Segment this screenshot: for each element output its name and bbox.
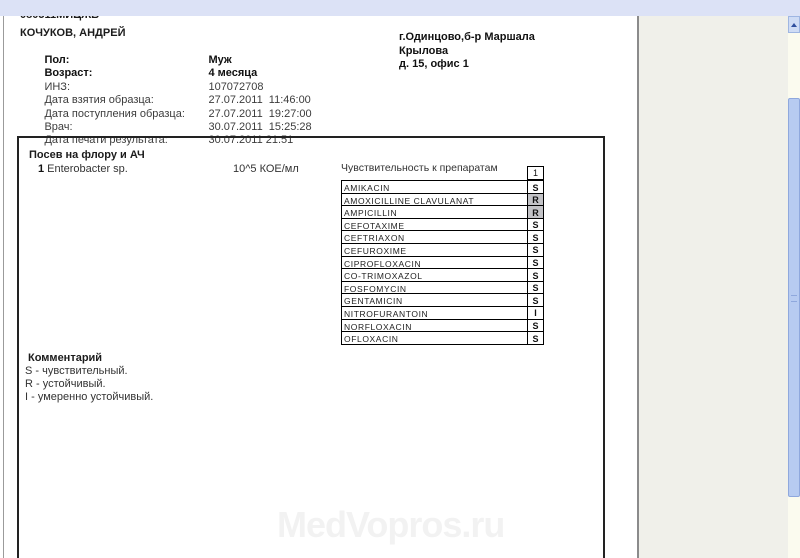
organism-index: 1 xyxy=(38,163,45,175)
table-row xyxy=(341,205,544,219)
field-label: Врач: xyxy=(44,120,73,133)
antibiotic-result-cell: S xyxy=(527,230,544,244)
field-label: Пол: xyxy=(44,54,70,66)
antibiotic-name-cell: GENTAMICIN xyxy=(341,293,528,307)
sensitivity-label: Чувствительность к препаратам xyxy=(341,162,498,174)
table-row xyxy=(341,281,544,295)
antibiotic-name-cell: NORFLOXACIN xyxy=(341,319,528,333)
frame-divider xyxy=(637,16,639,558)
antibiotic-name-cell: OFLOXACIN xyxy=(341,331,528,345)
antibiotic-name-cell: NITROFURANTOIN xyxy=(341,306,528,320)
table-row xyxy=(341,306,544,320)
sensitivity-column-header: 1 xyxy=(527,166,544,180)
antibiotic-name-cell: AMPICILLIN xyxy=(341,205,528,219)
field-value: 4 месяца xyxy=(208,67,258,80)
field-value: 27.07.2011 19:27:00 xyxy=(208,107,312,120)
clinic-address-line: д. 15, офис 1 xyxy=(399,58,469,70)
chevron-up-icon xyxy=(791,23,797,27)
antibiotic-result-cell: I xyxy=(527,306,544,320)
vertical-scrollbar[interactable] xyxy=(788,16,800,558)
field-label: Дата взятия образца: xyxy=(44,94,154,107)
table-row xyxy=(341,319,544,333)
field-label: ИНЗ: xyxy=(44,80,71,93)
page-left-border xyxy=(3,16,4,558)
table-row xyxy=(341,268,544,282)
table-row xyxy=(341,331,544,345)
antibiotic-result-cell: S xyxy=(527,218,544,232)
field-label: Возраст: xyxy=(44,67,93,80)
antibiotic-result-cell: S xyxy=(527,281,544,295)
antibiotic-name-cell: AMIKACIN xyxy=(341,180,528,194)
antibiotic-result-cell: S xyxy=(527,293,544,307)
outer-background xyxy=(639,16,788,558)
clinic-address-line: Крылова xyxy=(399,44,449,57)
organism-row xyxy=(38,163,128,175)
table-row xyxy=(341,218,544,232)
top-strip xyxy=(0,0,800,16)
comment-line: S - чувствительный. xyxy=(25,365,128,377)
antibiotic-result-cell: R xyxy=(527,205,544,219)
field-value: Муж xyxy=(208,54,232,66)
antibiotic-name-cell: CEFOTAXIME xyxy=(341,218,528,232)
table-row xyxy=(341,256,544,270)
comment-title: Комментарий xyxy=(28,352,103,364)
table-row xyxy=(341,293,544,307)
comment-line: I - умеренно устойчивый. xyxy=(25,391,154,404)
antibiotic-result-cell: S xyxy=(527,180,544,194)
comment-line: R - устойчивый. xyxy=(25,378,106,391)
scrollbar-up-button[interactable] xyxy=(788,16,800,33)
scrollbar-grip-icon xyxy=(791,295,797,302)
scrollbar-thumb[interactable] xyxy=(788,98,800,497)
table-row xyxy=(341,243,544,257)
antibiotic-result-cell: S xyxy=(527,319,544,333)
patient-name: КОЧУКОВ, АНДРЕЙ xyxy=(20,27,126,39)
antibiotic-name-cell: FOSFOMYCIN xyxy=(341,281,528,295)
watermark: MedVopros.ru xyxy=(277,504,505,545)
antibiotic-name-cell: CEFUROXIME xyxy=(341,243,528,257)
field-value: 107072708 xyxy=(208,80,264,93)
antibiotic-result-cell: S xyxy=(527,268,544,282)
antibiotic-result-cell: S xyxy=(527,256,544,270)
field-value: 30.07.2011 21.51 xyxy=(208,134,294,147)
concentration-value: 10^5 КОЕ/мл xyxy=(233,163,299,175)
table-row xyxy=(341,180,544,194)
field-label: Дата поступления образца: xyxy=(44,107,185,120)
patient-fields xyxy=(20,42,450,147)
antibiotic-name-cell: CIPROFLOXACIN xyxy=(341,256,528,270)
patient-field-row xyxy=(20,42,450,66)
organism-name: Enterobacter sp. xyxy=(47,163,128,175)
antibiotic-result-cell: S xyxy=(527,243,544,257)
clinic-address-line: г.Одинцово,б-р Маршала xyxy=(399,31,535,43)
clinic-address xyxy=(399,31,535,72)
field-value: 27.07.2011 11:46:00 xyxy=(208,94,311,107)
antibiotic-table xyxy=(341,180,544,345)
antibiotic-result-cell: S xyxy=(527,331,544,345)
field-label: Дата печати результата: xyxy=(44,134,168,147)
table-row xyxy=(341,230,544,244)
field-value: 30.07.2011 15:25:28 xyxy=(208,120,312,133)
antibiotic-name-cell: CO-TRIMOXAZOL xyxy=(341,268,528,282)
comment-lines xyxy=(25,365,153,405)
culture-title: Посев на флору и АЧ xyxy=(29,149,145,161)
antibiotic-name-cell: CEFTRIAXON xyxy=(341,230,528,244)
table-row xyxy=(341,193,544,207)
antibiotic-result-cell: R xyxy=(527,193,544,207)
antibiotic-name-cell: AMOXICILLINE CLAVULANAT xyxy=(341,193,528,207)
